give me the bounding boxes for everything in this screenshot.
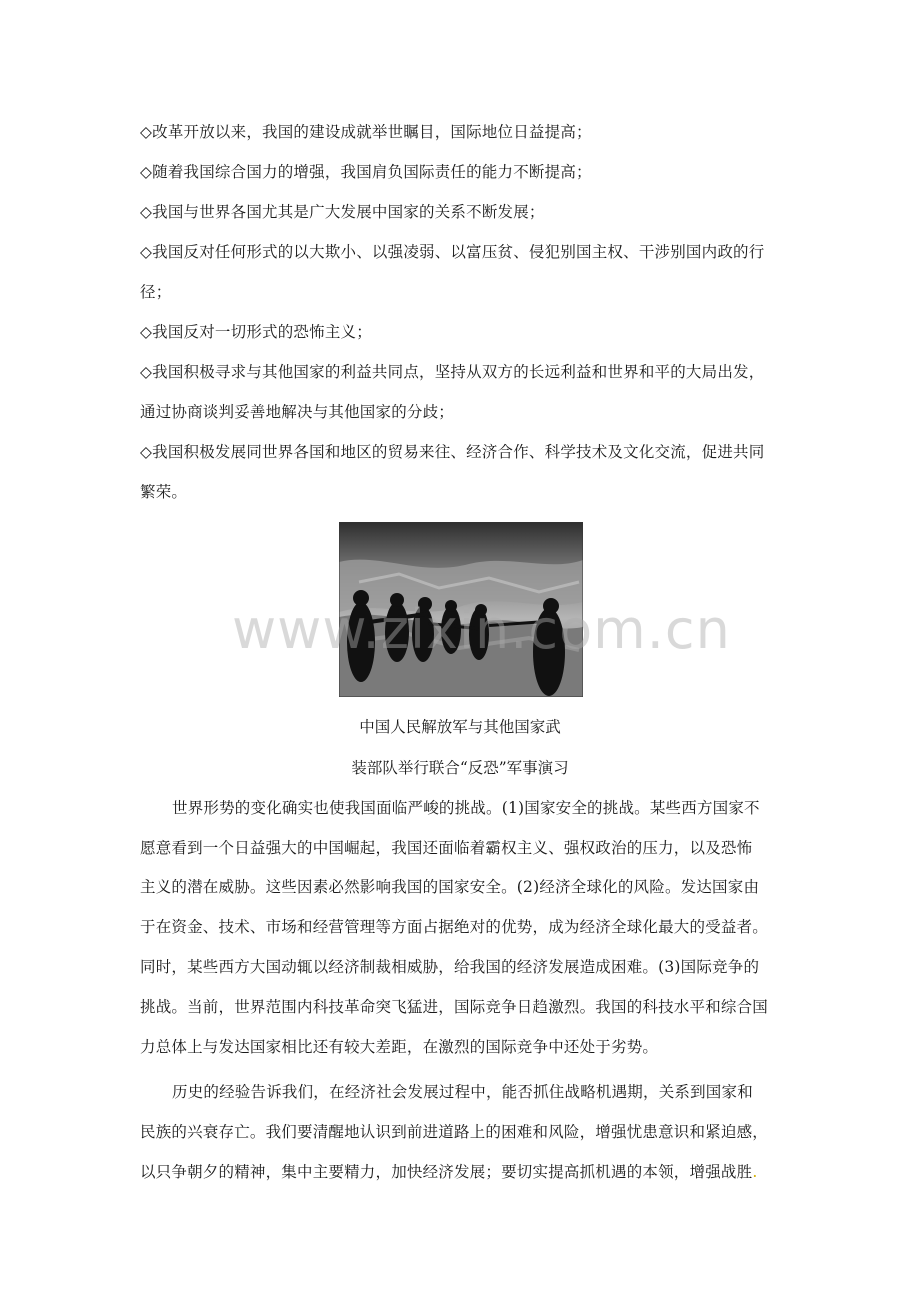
watermark: www.zixin.com.cn [232,598,731,661]
paragraph-line: 民族的兴衰存亡。我们要清醒地认识到前进道路上的困难和风险，增强忧患意识和紧迫感， [140,1123,769,1141]
bullet-item: ◇我国与世界各国尤其是广大发展中国家的关系不断发展； [140,203,545,221]
bullet-item-continuation: 径； [140,283,172,301]
bullet-item: ◇改革开放以来，我国的建设成就举世瞩目，国际地位日益提高； [140,123,592,141]
paragraph-line: 主义的潜在威胁。这些因素必然影响我国的国家安全。(2)经济全球化的风险。发达国家由 [140,878,760,896]
paragraph-line: 历史的经验告诉我们，在经济社会发展过程中，能否抓住战略机遇期，关系到国家和 [172,1083,753,1101]
paragraph-line [140,1162,785,1182]
figure-caption-line2: 装部队举行联合“反恐”军事演习 [351,759,569,777]
bullet-item: ◇我国反对一切形式的恐怖主义； [140,323,372,341]
paragraph-line: 力总体上与发达国家相比还有较大差距，在激烈的国际竞争中还处于劣势。 [140,1038,659,1056]
paragraph-line: 愿意看到一个日益强大的中国崛起，我国还面临着霸权主义、强权政治的压力，以及恐怖 [140,839,753,857]
bullet-item: ◇我国积极寻求与其他国家的利益共同点，坚持从双方的长远利益和世界和平的大局出发， [140,363,765,381]
figure-caption-line1: 中国人民解放军与其他国家武 [359,718,561,736]
paragraph-line: 世界形势的变化确实也使我国面临严峻的挑战。(1)国家安全的挑战。某些西方国家不 [172,799,760,817]
bullet-item: ◇随着我国综合国力的增强，我国肩负国际责任的能力不断提高； [140,163,592,181]
bullet-item: ◇我国积极发展同世界各国和地区的贸易来往、经济合作、科学技术及文化交流，促进共同 [140,443,765,461]
bullet-item-continuation: 通过协商谈判妥善地解决与其他国家的分歧； [140,403,455,421]
paragraph-tail-mark: . [752,1163,758,1181]
bullet-item-continuation: 繁荣。 [140,483,188,501]
paragraph-line: 于在资金、技术、市场和经营管理等方面占据绝对的优势，成为经济全球化最大的受益者。 [140,918,769,936]
bullet-item: ◇我国反对任何形式的以大欺小、以强凌弱、以富压贫、侵犯别国主权、干涉别国内政的行 [140,243,765,261]
paragraph-line: 同时，某些西方大国动辄以经济制裁相威胁，给我国的经济发展造成困难。(3)国际竞争的 [140,958,760,976]
paragraph-line: 挑战。当前，世界范围内科技革命突飞猛进，国际竞争日趋激烈。我国的科技水平和综合国 [140,998,769,1016]
paragraph-line-text: 以只争朝夕的精神，集中主要精力，加快经济发展；要切实提高抓机遇的本领，增强战胜 [140,1163,753,1181]
military-exercise-photo [339,522,583,697]
